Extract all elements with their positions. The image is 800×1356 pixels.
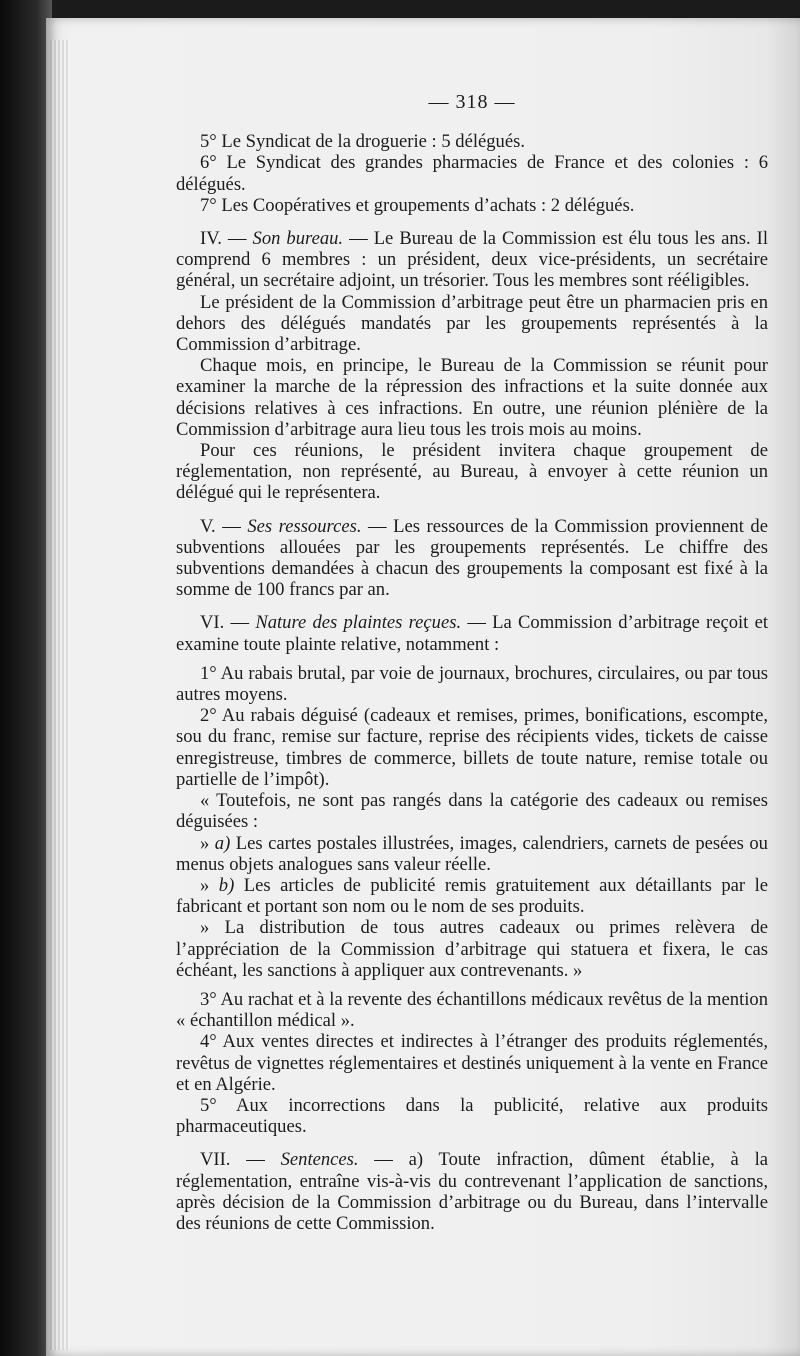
scan-background-edge bbox=[0, 0, 52, 1356]
section-heading: Nature des plaintes reçues. bbox=[255, 612, 462, 634]
section-paragraph bbox=[176, 1149, 768, 1234]
section-number: VI. — bbox=[200, 612, 256, 634]
section-heading: Ses ressources. bbox=[247, 515, 362, 537]
section-text: — Les ressources de la Commission proviennent de subventions allouées par les groupements représentés. Le chiffre des subventions demandées à chacun des groupements la composant est fixé à la somme de 100 francs par an. bbox=[176, 515, 768, 601]
paragraph: 4° Aux ventes directes et indirectes à l’étranger des produits réglementés, revêtus de vignettes réglementaires et destinés uniquement à la vente en France et en Algérie. bbox=[176, 1031, 768, 1095]
paragraph: Pour ces réunions, le président invitera chaque groupement de réglementation, non représenté, au Bureau, à envoyer à cette réunion un délégué qui le représentera. bbox=[176, 440, 768, 504]
section-number: VII. — bbox=[200, 1149, 281, 1171]
paragraph: 6° Le Syndicat des grandes pharmacies de France et des colonies : 6 délégués. bbox=[176, 152, 768, 195]
paragraph: Le président de la Commission d’arbitrage peut être un pharmacien pris en dehors des délégués mandatés par les groupements représentés à la Commission d’arbitrage. bbox=[176, 291, 768, 356]
section-paragraph bbox=[176, 516, 768, 601]
section-paragraph bbox=[176, 228, 768, 292]
paragraph: » La distribution de tous autres cadeaux ou primes relèvera de l’appréciation de la Commission d’arbitrage qui statuera et fixera, le cas échéant, les sanctions à appliquer aux contrevenants. » bbox=[176, 917, 768, 981]
paragraph: 5° Aux incorrections dans la publicité, relative aux produits pharmaceutiques. bbox=[176, 1094, 768, 1138]
paragraph: 5° Le Syndicat de la droguerie : 5 délégués. bbox=[200, 131, 525, 153]
section-text: — Le Bureau de la Commission est élu tous les ans. Il comprend 6 membres : un président, deux vice-présidents, un secrétaire général, un secrétaire adjoint, un trésorier. Tous les membres sont rééligibles. bbox=[176, 228, 768, 292]
page-gutter bbox=[50, 40, 70, 1350]
section-paragraph bbox=[176, 612, 768, 654]
section-text: — a) Toute infraction, dûment établie, à la réglementation, entraîne vis-à-vis du contrevenant l’application de sanctions, après décision de la Commission d’arbitrage ou du Bureau, dans l’intervalle des réunions de cette Commission. bbox=[176, 1149, 768, 1234]
page-text bbox=[176, 92, 768, 1234]
paragraph: Chaque mois, en principe, le Bureau de la Commission se réunit pour examiner la marche de la répression des infractions et la suite donnée aux décisions relatives à ces infractions. En outre, une réunion plénière de la Commission d’arbitrage aura lieu tous les trois mois au moins. bbox=[176, 355, 768, 440]
section-heading: Son bureau. bbox=[252, 228, 344, 250]
list-paragraph: » a) Les cartes postales illustrées, images, calendriers, carnets de pesées ou menus objets analogues sans valeur réelle. bbox=[176, 832, 768, 875]
paragraph: 7° Les Coopératives et groupements d’achats : 2 délégués. bbox=[200, 194, 635, 216]
section-heading: Sentences. bbox=[280, 1149, 359, 1171]
paragraph: 3° Au rachat et à la revente des échantillons médicaux revêtus de la mention « échantillon médical ». bbox=[176, 988, 768, 1032]
page-number: — 318 — bbox=[428, 91, 516, 113]
section-number: V. — bbox=[200, 515, 248, 537]
list-paragraph: » b) Les articles de publicité remis gratuitement aux détaillants par le fabricant et portant son nom ou le nom de ses produits. bbox=[176, 874, 769, 918]
paragraph: 2° Au rabais déguisé (cadeaux et remises, primes, bonifications, escompte, sou du franc, remise sur facture, reprise des récipients vides, tickets de caisse enregistreuse, timbres de commerce, billets de toute nature, remise totale ou partielle de l’impôt). bbox=[176, 705, 768, 790]
section-number: IV. — bbox=[200, 228, 253, 250]
paragraph: « Toutefois, ne sont pas rangés dans la catégorie des cadeaux ou remises déguisées : bbox=[176, 790, 768, 833]
section-text: — La Commission d’arbitrage reçoit et examine toute plainte relative, notamment : bbox=[176, 612, 768, 655]
paragraph: 1° Au rabais brutal, par voie de journaux, brochures, circulaires, ou par tous autres moyens. bbox=[176, 662, 768, 706]
